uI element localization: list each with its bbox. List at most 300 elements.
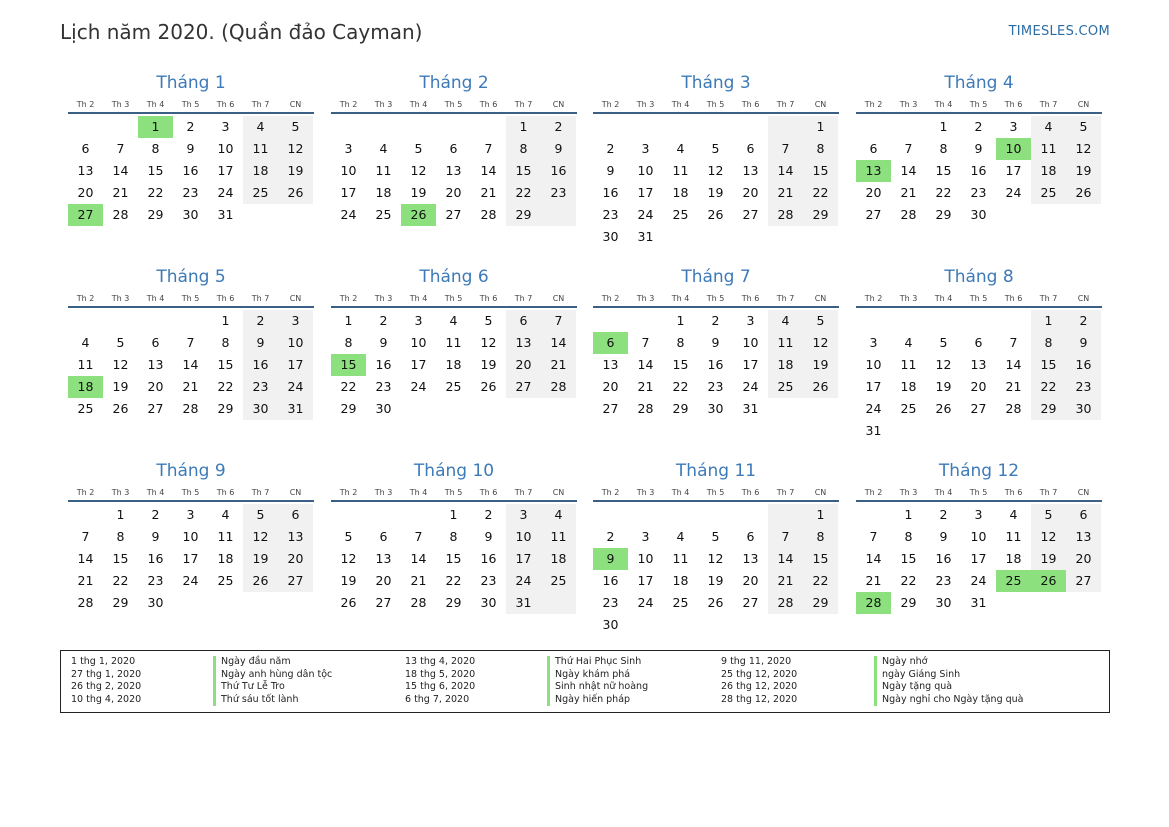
- weekday-label: Th 6: [741, 294, 760, 303]
- day-cell: 8: [344, 335, 353, 350]
- day-cell: 16: [970, 163, 987, 178]
- day-cell: 20: [602, 379, 619, 394]
- week-row: [68, 398, 314, 420]
- weekday-label: CN: [1077, 488, 1090, 497]
- weekday-label: Th 5: [444, 488, 463, 497]
- empty-day-cell: [663, 504, 698, 526]
- day-cell: 30: [375, 401, 392, 416]
- day-cell: 10: [970, 529, 987, 544]
- day-cell: 26: [1066, 182, 1101, 204]
- day-cell: 8: [1031, 332, 1066, 354]
- day-cell: 24: [410, 379, 427, 394]
- day-cell: 4: [449, 313, 458, 328]
- weekday-label: Th 7: [514, 488, 533, 497]
- weekday-label: Th 7: [776, 488, 795, 497]
- day-cell: 27: [375, 595, 392, 610]
- day-cell: 5: [1066, 116, 1101, 138]
- day-cell: 20: [1066, 548, 1101, 570]
- weekday-label: Th 6: [1004, 488, 1023, 497]
- month-name: Tháng 6: [419, 267, 489, 287]
- day-cell: 29: [147, 207, 164, 222]
- day-cell: 3: [506, 504, 541, 526]
- day-cell: 6: [1066, 504, 1101, 526]
- week-row: [593, 592, 839, 614]
- week-row: [331, 570, 577, 592]
- weekday-label: Th 7: [1039, 100, 1058, 109]
- empty-day-cell: [996, 592, 1031, 614]
- holiday-day-cell: 10: [996, 138, 1031, 160]
- day-cell: 16: [480, 551, 497, 566]
- legend-holiday-name: Sinh nhật nữ hoàng: [547, 681, 648, 694]
- day-cell: 19: [278, 160, 313, 182]
- day-cell: 20: [375, 573, 392, 588]
- day-cell: 13: [970, 357, 987, 372]
- day-cell: 20: [970, 379, 987, 394]
- weekday-header: [68, 98, 314, 114]
- week-row: [856, 548, 1102, 570]
- week-row: [331, 116, 577, 138]
- day-cell: 16: [707, 357, 724, 372]
- day-cell: 13: [602, 357, 619, 372]
- day-cell: 1: [676, 313, 685, 328]
- empty-day-cell: [541, 204, 576, 226]
- day-cell: 30: [935, 595, 952, 610]
- weekday-label: Th 5: [706, 100, 725, 109]
- empty-day-cell: [103, 116, 138, 138]
- day-cell: 19: [243, 548, 278, 570]
- day-cell: 3: [746, 313, 755, 328]
- day-cell: 25: [375, 207, 392, 222]
- weekday-header: [331, 486, 577, 502]
- month-1: [68, 72, 314, 226]
- day-cell: 3: [974, 507, 983, 522]
- week-row: [68, 570, 314, 592]
- day-cell: 28: [480, 207, 497, 222]
- day-cell: 8: [221, 335, 230, 350]
- day-cell: 12: [112, 357, 129, 372]
- day-cell: 18: [672, 185, 689, 200]
- day-cell: 16: [541, 160, 576, 182]
- day-cell: 6: [746, 141, 755, 156]
- weekday-label: Th 3: [899, 488, 918, 497]
- day-cell: 6: [869, 141, 878, 156]
- day-cell: 7: [1009, 335, 1018, 350]
- weekday-label: CN: [289, 488, 302, 497]
- day-cell: 26: [278, 182, 313, 204]
- empty-day-cell: [436, 116, 471, 138]
- empty-day-cell: [366, 116, 401, 138]
- day-cell: 23: [147, 573, 164, 588]
- day-cell: 7: [484, 141, 493, 156]
- week-row: [856, 592, 1102, 614]
- day-cell: 17: [970, 551, 987, 566]
- day-cell: 8: [803, 526, 838, 548]
- day-cell: 11: [672, 163, 689, 178]
- empty-day-cell: [366, 504, 401, 526]
- holiday-day-cell: 6: [593, 332, 628, 354]
- day-cell: 8: [151, 141, 160, 156]
- empty-day-cell: [401, 504, 436, 526]
- weekday-label: Th 6: [1004, 100, 1023, 109]
- day-cell: 7: [768, 138, 803, 160]
- empty-day-cell: [628, 310, 663, 332]
- day-cell: 30: [182, 207, 199, 222]
- day-cell: 2: [939, 507, 948, 522]
- legend-date: 6 thg 7, 2020: [405, 693, 470, 705]
- day-cell: 4: [81, 335, 90, 350]
- day-cell: 5: [243, 504, 278, 526]
- day-cell: 7: [869, 529, 878, 544]
- weekday-label: Th 3: [636, 488, 655, 497]
- empty-day-cell: [768, 116, 803, 138]
- day-cell: 4: [221, 507, 230, 522]
- day-cell: 19: [112, 379, 129, 394]
- weekday-label: Th 4: [671, 294, 690, 303]
- weekday-label: CN: [289, 100, 302, 109]
- week-row: [331, 398, 577, 420]
- week-row: [331, 376, 577, 398]
- weekday-label: Th 2: [864, 294, 883, 303]
- week-row: [331, 204, 577, 226]
- day-cell: 27: [970, 401, 987, 416]
- day-cell: 7: [641, 335, 650, 350]
- day-cell: 9: [974, 141, 983, 156]
- day-cell: 17: [865, 379, 882, 394]
- week-row: [856, 504, 1102, 526]
- week-row: [593, 204, 839, 226]
- day-cell: 10: [742, 335, 759, 350]
- empty-day-cell: [243, 592, 278, 614]
- day-cell: 24: [506, 570, 541, 592]
- week-row: [68, 504, 314, 526]
- day-cell: 16: [243, 354, 278, 376]
- weekday-label: Th 4: [671, 100, 690, 109]
- day-cell: 31: [742, 401, 759, 416]
- day-cell: 12: [803, 332, 838, 354]
- day-cell: 13: [742, 163, 759, 178]
- day-cell: 28: [768, 592, 803, 614]
- day-cell: 22: [147, 185, 164, 200]
- day-cell: 17: [742, 357, 759, 372]
- day-cell: 31: [278, 398, 313, 420]
- day-cell: 30: [480, 595, 497, 610]
- holiday-day-cell: 28: [856, 592, 891, 614]
- holiday-day-cell: 26: [1031, 570, 1066, 592]
- day-cell: 29: [935, 207, 952, 222]
- legend-date: 13 thg 4, 2020: [405, 656, 476, 667]
- legend-holiday-name: Thứ sáu tốt lành: [213, 694, 332, 707]
- day-cell: 3: [278, 310, 313, 332]
- weekday-label: Th 6: [741, 488, 760, 497]
- month-name: Tháng 1: [156, 73, 226, 93]
- week-row: [856, 182, 1102, 204]
- day-cell: 20: [77, 185, 94, 200]
- day-cell: 12: [707, 551, 724, 566]
- day-cell: 21: [112, 185, 129, 200]
- day-cell: 8: [449, 529, 458, 544]
- day-cell: 2: [541, 116, 576, 138]
- weekday-label: CN: [1077, 294, 1090, 303]
- week-row: [593, 310, 839, 332]
- day-cell: 21: [541, 354, 576, 376]
- day-cell: 8: [676, 335, 685, 350]
- day-cell: 19: [935, 379, 952, 394]
- weekday-label: Th 4: [934, 100, 953, 109]
- empty-day-cell: [803, 614, 838, 636]
- weekday-label: Th 4: [409, 100, 428, 109]
- weekday-label: Th 2: [339, 294, 358, 303]
- day-cell: 5: [116, 335, 125, 350]
- weekday-label: Th 2: [601, 294, 620, 303]
- day-cell: 4: [676, 141, 685, 156]
- day-cell: 2: [711, 313, 720, 328]
- day-cell: 12: [1031, 526, 1066, 548]
- day-cell: 27: [278, 570, 313, 592]
- day-cell: 23: [1066, 376, 1101, 398]
- day-cell: 7: [116, 141, 125, 156]
- day-cell: 20: [278, 548, 313, 570]
- legend-holiday-name: Ngày anh hùng dân tộc: [213, 669, 332, 682]
- empty-day-cell: [1031, 204, 1066, 226]
- day-cell: 29: [506, 204, 541, 226]
- day-cell: 22: [900, 573, 917, 588]
- weekday-label: Th 4: [146, 488, 165, 497]
- day-cell: 4: [676, 529, 685, 544]
- weekday-label: Th 7: [514, 100, 533, 109]
- day-cell: 29: [803, 592, 838, 614]
- day-cell: 22: [935, 185, 952, 200]
- day-cell: 31: [637, 229, 654, 244]
- day-cell: 14: [410, 551, 427, 566]
- day-cell: 2: [243, 310, 278, 332]
- day-cell: 11: [541, 526, 576, 548]
- weekday-label: Th 2: [864, 488, 883, 497]
- empty-day-cell: [961, 310, 996, 332]
- weekday-label: Th 3: [636, 294, 655, 303]
- day-cell: 25: [217, 573, 234, 588]
- weekday-label: CN: [552, 294, 565, 303]
- day-cell: 6: [746, 529, 755, 544]
- empty-day-cell: [768, 398, 803, 420]
- day-cell: 28: [900, 207, 917, 222]
- weekday-label: CN: [814, 294, 827, 303]
- empty-day-cell: [803, 398, 838, 420]
- empty-day-cell: [541, 592, 576, 614]
- day-cell: 4: [379, 141, 388, 156]
- day-cell: 10: [410, 335, 427, 350]
- day-cell: 21: [768, 570, 803, 592]
- day-cell: 9: [484, 529, 493, 544]
- empty-day-cell: [926, 310, 961, 332]
- weekday-label: Th 5: [706, 294, 725, 303]
- month-name: Tháng 11: [675, 461, 757, 481]
- day-cell: 15: [935, 163, 952, 178]
- day-cell: 8: [939, 141, 948, 156]
- day-cell: 16: [935, 551, 952, 566]
- day-cell: 14: [900, 163, 917, 178]
- day-cell: 23: [935, 573, 952, 588]
- holiday-day-cell: 27: [68, 204, 103, 226]
- day-cell: 20: [445, 185, 462, 200]
- day-cell: 11: [900, 357, 917, 372]
- empty-day-cell: [996, 420, 1031, 442]
- day-cell: 15: [900, 551, 917, 566]
- day-cell: 22: [217, 379, 234, 394]
- day-cell: 20: [742, 185, 759, 200]
- legend-holiday-name: Thứ Hai Phục Sinh: [547, 656, 648, 669]
- day-cell: 30: [243, 398, 278, 420]
- day-cell: 24: [278, 376, 313, 398]
- week-row: [68, 592, 314, 614]
- weekday-label: Th 3: [111, 294, 130, 303]
- day-cell: 21: [410, 573, 427, 588]
- day-cell: 22: [803, 570, 838, 592]
- weekday-header: [856, 98, 1102, 114]
- empty-day-cell: [628, 614, 663, 636]
- day-cell: 8: [506, 138, 541, 160]
- empty-day-cell: [891, 310, 926, 332]
- empty-day-cell: [331, 504, 366, 526]
- day-cell: 17: [182, 551, 199, 566]
- day-cell: 24: [970, 573, 987, 588]
- site-link[interactable]: TIMESLES.COM: [1008, 24, 1110, 39]
- day-cell: 18: [1005, 551, 1022, 566]
- week-row: [856, 354, 1102, 376]
- week-row: [331, 354, 577, 376]
- day-cell: 5: [344, 529, 353, 544]
- month-name: Tháng 5: [156, 267, 226, 287]
- empty-day-cell: [138, 310, 173, 332]
- day-cell: 16: [375, 357, 392, 372]
- week-row: [593, 614, 839, 636]
- month-4: [856, 72, 1102, 226]
- empty-day-cell: [208, 592, 243, 614]
- weekday-label: Th 6: [216, 294, 235, 303]
- day-cell: 19: [410, 185, 427, 200]
- empty-day-cell: [733, 116, 768, 138]
- day-cell: 22: [1031, 376, 1066, 398]
- day-cell: 7: [541, 310, 576, 332]
- day-cell: 14: [77, 551, 94, 566]
- weekday-label: Th 5: [969, 488, 988, 497]
- day-cell: 31: [865, 423, 882, 438]
- day-cell: 2: [974, 119, 983, 134]
- day-cell: 30: [970, 207, 987, 222]
- day-cell: 23: [970, 185, 987, 200]
- legend-holiday-name: Ngày nghỉ cho Ngày tặng quà: [874, 694, 1024, 707]
- day-cell: 3: [344, 141, 353, 156]
- day-cell: 27: [1066, 570, 1101, 592]
- legend-holiday-name: Ngày nhớ: [874, 656, 1024, 669]
- weekday-label: Th 7: [251, 294, 270, 303]
- day-cell: 17: [1005, 163, 1022, 178]
- day-cell: 3: [221, 119, 230, 134]
- empty-day-cell: [891, 420, 926, 442]
- legend-holiday-name: Thứ Tư Lễ Tro: [213, 681, 332, 694]
- day-cell: 20: [147, 379, 164, 394]
- week-row: [856, 116, 1102, 138]
- day-cell: 2: [186, 119, 195, 134]
- day-cell: 18: [217, 551, 234, 566]
- day-cell: 10: [637, 551, 654, 566]
- empty-day-cell: [768, 504, 803, 526]
- month-name: Tháng 4: [944, 73, 1014, 93]
- day-cell: 16: [182, 163, 199, 178]
- day-cell: 17: [217, 163, 234, 178]
- empty-day-cell: [173, 310, 208, 332]
- day-cell: 27: [742, 207, 759, 222]
- month-9: [68, 460, 314, 614]
- day-cell: 1: [904, 507, 913, 522]
- weekday-label: CN: [552, 100, 565, 109]
- day-cell: 30: [147, 595, 164, 610]
- empty-day-cell: [173, 592, 208, 614]
- day-cell: 12: [1066, 138, 1101, 160]
- weekday-label: Th 7: [776, 294, 795, 303]
- day-cell: 3: [641, 529, 650, 544]
- day-cell: 11: [77, 357, 94, 372]
- day-cell: 14: [865, 551, 882, 566]
- day-cell: 25: [672, 595, 689, 610]
- empty-day-cell: [628, 504, 663, 526]
- week-row: [856, 526, 1102, 548]
- month-6: [331, 266, 577, 420]
- day-cell: 29: [1031, 398, 1066, 420]
- day-cell: 23: [602, 595, 619, 610]
- weekday-label: Th 3: [111, 100, 130, 109]
- empty-day-cell: [331, 116, 366, 138]
- weekday-label: Th 5: [181, 100, 200, 109]
- day-cell: 9: [1066, 332, 1101, 354]
- weekday-label: Th 2: [864, 100, 883, 109]
- weekday-label: Th 6: [216, 488, 235, 497]
- weekday-label: Th 3: [899, 100, 918, 109]
- weekday-label: Th 2: [601, 100, 620, 109]
- empty-day-cell: [698, 614, 733, 636]
- day-cell: 17: [278, 354, 313, 376]
- day-cell: 24: [865, 401, 882, 416]
- day-cell: 11: [768, 332, 803, 354]
- day-cell: 19: [1066, 160, 1101, 182]
- month-5: [68, 266, 314, 420]
- day-cell: 19: [480, 357, 497, 372]
- day-cell: 1: [803, 504, 838, 526]
- day-cell: 21: [77, 573, 94, 588]
- day-cell: 24: [637, 207, 654, 222]
- week-row: [331, 332, 577, 354]
- day-cell: 25: [77, 401, 94, 416]
- empty-day-cell: [593, 116, 628, 138]
- day-cell: 15: [147, 163, 164, 178]
- empty-day-cell: [471, 398, 506, 420]
- day-cell: 2: [606, 529, 615, 544]
- day-cell: 29: [900, 595, 917, 610]
- day-cell: 8: [116, 529, 125, 544]
- week-row: [856, 420, 1102, 442]
- weekday-header: [593, 486, 839, 502]
- day-cell: 10: [340, 163, 357, 178]
- day-cell: 11: [375, 163, 392, 178]
- day-cell: 9: [541, 138, 576, 160]
- day-cell: 9: [711, 335, 720, 350]
- day-cell: 11: [672, 551, 689, 566]
- day-cell: 23: [182, 185, 199, 200]
- day-cell: 7: [414, 529, 423, 544]
- day-cell: 28: [541, 376, 576, 398]
- week-row: [331, 310, 577, 332]
- empty-day-cell: [243, 204, 278, 226]
- day-cell: 29: [112, 595, 129, 610]
